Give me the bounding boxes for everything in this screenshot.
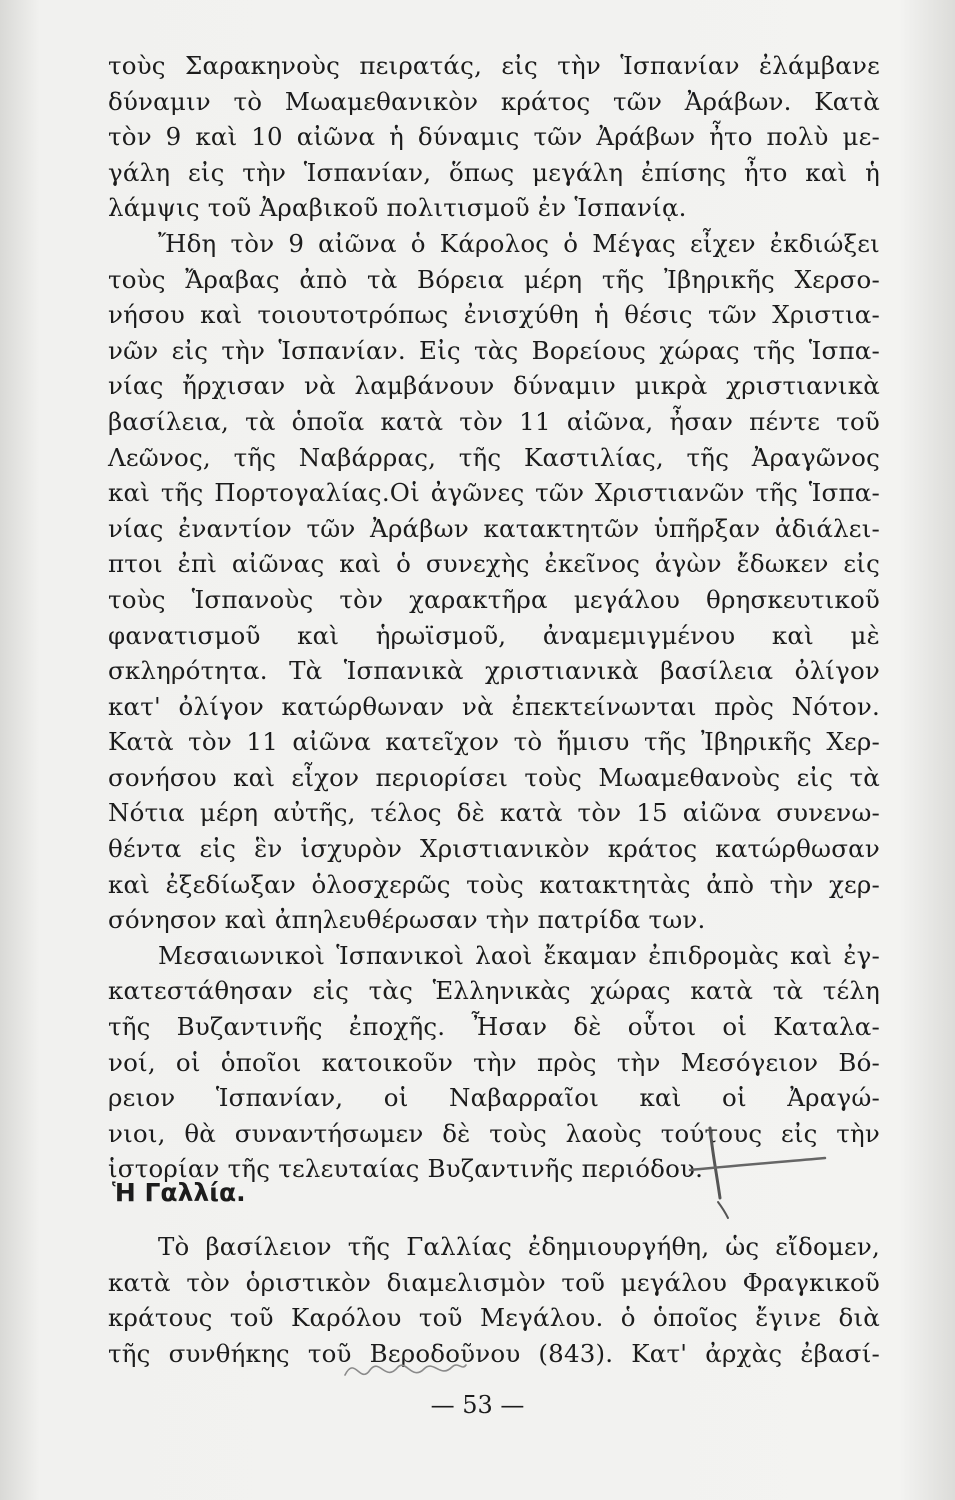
text-line: καὶ τῆς Πορτογαλίας.Οἱ ἀγῶνες τῶν Χριστιανῶν τῆς Ἱσπα-	[108, 478, 880, 508]
text-line: κατὰ τὸν ὁριστικὸν διαμελισμὸν τοῦ μεγάλου Φραγκικοῦ	[108, 1267, 880, 1297]
text-line: γάλη εἰς τὴν Ἱσπανίαν, ὅπως μεγάλη ἐπίσης ἦτο καὶ ἡ	[108, 157, 880, 187]
text-line: τὸν 9 καὶ 10 αἰῶνα ἡ δύναμις τῶν Ἀράβων ἦτο πολὺ με-	[108, 122, 880, 152]
text-line: βασίλεια, τὰ ὁποῖα κατὰ τὸν 11 αἰῶνα, ἦσαν πέντε τοῦ	[108, 406, 880, 436]
pencil-mark-icon	[680, 1110, 830, 1220]
body-text	[108, 48, 880, 1187]
text-line: κατεστάθησαν εἰς τὰς Ἑλληνικὰς χώρας κατὰ τὰ τέλη	[108, 976, 880, 1006]
text-line: θέντα εἰς ἓν ἰσχυρὸν Χριστιανικὸν κράτος κατώρθωσαν	[108, 834, 880, 864]
text-line: Μεσαιωνικοὶ Ἱσπανικοὶ λαοὶ ἔκαμαν ἐπιδρομὰς καὶ ἐγ-	[158, 940, 880, 970]
text-line: λάμψις τοῦ Ἀραβικοῦ πολιτισμοῦ ἐν Ἱσπανίᾳ.	[108, 193, 687, 223]
text-line: σκληρότητα. Τὰ Ἱσπανικὰ χριστιανικὰ βασίλεια ὀλίγον	[108, 656, 880, 686]
text-line: Λεῶνος, τῆς Ναβάρρας, τῆς Καστιλίας, τῆς Ἀραγῶνος	[108, 442, 880, 472]
text-line: νῶν εἰς τὴν Ἱσπανίαν. Εἰς τὰς Βορείους χώρας τῆς Ἱσπα-	[108, 335, 880, 365]
text-line: ἱστορίαν τῆς τελευταίας Βυζαντινῆς περιόδου.	[108, 1154, 704, 1184]
text-line: κράτους τοῦ Καρόλου τοῦ Μεγάλου. ὁ ὁποῖος ἔγινε διὰ	[108, 1303, 880, 1333]
body-text-continued	[108, 1229, 880, 1371]
text-line: κατ' ὀλίγον κατώρθωναν νὰ ἐπεκτείνωνται πρὸς Νότον.	[108, 691, 880, 721]
page-number: — 53 —	[430, 1391, 525, 1419]
text-line: τοὺς Ἱσπανοὺς τὸν χαρακτῆρα μεγάλου θρησκευτικοῦ	[108, 584, 880, 614]
text-line: τοὺς Ἄραβας ἀπὸ τὰ Βόρεια μέρη τῆς Ἰβηρικῆς Χερσο-	[108, 264, 880, 294]
text-line: σόνησον καὶ ἀπηλευθέρωσαν τὴν πατρίδα των.	[108, 905, 706, 935]
text-line: Νότια μέρη αὐτῆς, τέλος δὲ κατὰ τὸν 15 αἰῶνα συνενω-	[108, 798, 880, 828]
text-line: Κατὰ τὸν 11 αἰῶνα κατεῖχον τὸ ἥμισυ τῆς Ἰβηρικῆς Χερ-	[108, 727, 880, 757]
text-line: τοὺς Σαρακηνοὺς πειρατάς, εἰς τὴν Ἱσπανίαν ἐλάμβανε	[108, 51, 880, 80]
text-line: δύναμιν τὸ Μωαμεθανικὸν κράτος τῶν Ἀράβων. Κατὰ	[108, 86, 880, 116]
text-line: νιοι, θὰ συναντήσωμεν δὲ τοὺς λαοὺς τούτους εἰς τὴν	[108, 1118, 880, 1148]
text-line: νήσου καὶ τοιουτοτρόπως ἐνισχύθη ἡ θέσις τῶν Χριστια-	[108, 300, 880, 330]
text-line: σονήσου καὶ εἶχον περιορίσει τοὺς Μωαμεθανοὺς εἰς τὰ	[108, 762, 880, 792]
text-line: ρειον Ἱσπανίαν, οἱ Ναβαρραῖοι καὶ οἱ Ἀραγώ-	[108, 1083, 880, 1113]
text-line: τῆς Βυζαντινῆς ἐποχῆς. Ἦσαν δὲ οὗτοι οἱ Καταλα-	[108, 1012, 880, 1042]
text-line: νοί, οἱ ὁποῖοι κατοικοῦν τὴν πρὸς τὴν Μεσόγειον Βό-	[108, 1047, 880, 1077]
text-line: τῆς συνθήκης τοῦ Βεροδοῦνου (843). Κατ' ἀρχὰς ἐβασί-	[108, 1338, 880, 1368]
text-line: νίας ἐναντίον τῶν Ἀράβων κατακτητῶν ὑπῆρξαν ἀδιάλει-	[108, 513, 880, 543]
text-line: πτοι ἐπὶ αἰῶνας καὶ ὁ συνεχὴς ἐκεῖνος ἀγὼν ἔδωκεν εἰς	[108, 549, 880, 579]
text-line: νίας ἤρχισαν νὰ λαμβάνουν δύναμιν μικρὰ χριστιανικὰ	[108, 371, 880, 401]
text-line: καὶ ἐξεδίωξαν ὁλοσχερῶς τοὺς κατακτητὰς ἀπὸ τὴν χερ-	[108, 869, 880, 899]
text-line: Ἤδη τὸν 9 αἰῶνα ὁ Κάρολος ὁ Μέγας εἶχεν ἐκδιώξει	[158, 228, 880, 258]
section-heading: Ἡ Γαλλία.	[112, 1178, 246, 1207]
text-line: φανατισμοῦ καὶ ἡρωϊσμοῦ, ἀναμεμιγμένου καὶ μὲ	[108, 620, 880, 650]
text-line: Τὸ βασίλειον τῆς Γαλλίας ἐδημιουργήθη, ὡς εἴδομεν,	[158, 1232, 880, 1261]
